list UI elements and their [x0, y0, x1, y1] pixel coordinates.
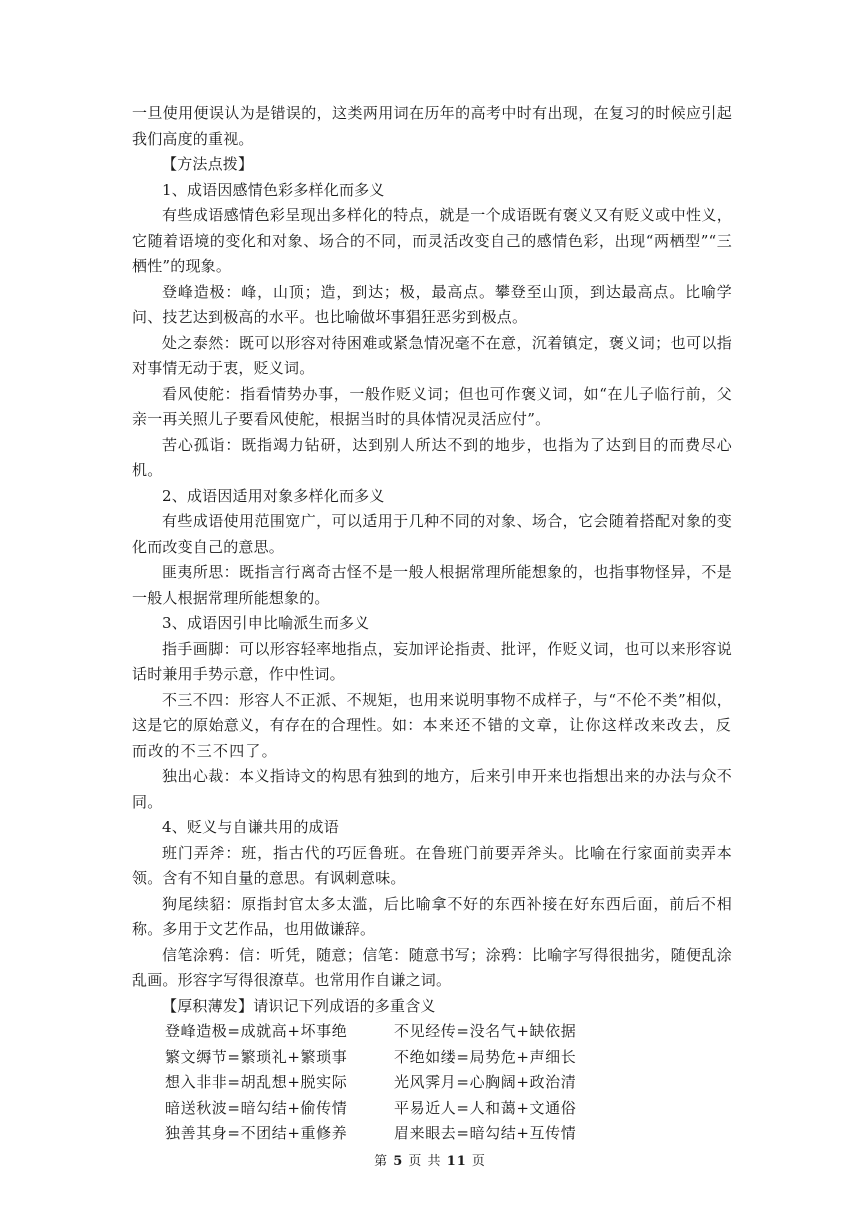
idiom-right: 光风霁月=心胸阔+政治清: [394, 1073, 577, 1091]
footer-middle: 页 共: [408, 1154, 442, 1169]
list-item: [132, 1096, 732, 1122]
bsbs-example: 本来还不错的文章，让你这样改来改去，反而改的不三不四了。: [132, 716, 732, 760]
subheading: 3、成语因引申比喻派生而多义: [162, 614, 370, 632]
paragraph: 独出心裁：本义指诗文的构思有独到的地方，后来引申开来也指想出来的办法与众不同。: [132, 767, 732, 811]
paragraph: 有些成语使用范围宽广，可以适用于几种不同的对象、场合，它会随着搭配对象的变化而改变自己的意思。: [132, 512, 732, 556]
idiom-left: 独善其身=不团结+重修养: [165, 1124, 348, 1142]
paragraph: 班门弄斧：班，指古代的巧匠鲁班。在鲁班门前要弄斧头。比喻在行家面前卖弄本领。含有不知自量的意思。有讽刺意味。: [132, 843, 732, 887]
subheading: 1、成语因感情色彩多样化而多义: [162, 180, 385, 199]
section-heading-method: 【方法点拨】: [162, 155, 254, 173]
list-item: [132, 1045, 732, 1071]
idiom-left: 暗送秋波=暗勾结+偷传情: [165, 1098, 348, 1117]
paragraph: 处之泰然：既可以形容对待困难或紧急情况毫不在意，沉着镇定，褒义词；也可以指对事情无动于衷，贬义词。: [132, 333, 732, 377]
paragraph: 匪夷所思：既指言行离奇古怪不是一般人根据常理所能想象的，也指事物怪异，不是一般人根据常理所能想象的。: [132, 563, 732, 607]
paragraph: 一旦使用便误认为是错误的，这类两用词在历年的高考中时有出现，在复习的时候应引起我们高度的重视。: [132, 104, 732, 148]
paragraph: 指手画脚：可以形容轻率地指点，妄加评论指责、批评，作贬义词，也可以来形容说话时兼用手势示意，作中性词。: [132, 639, 732, 683]
footer-prefix: 第: [374, 1154, 389, 1169]
paragraph: 狗尾续貂：原指封官太多太滥，后比喻拿不好的东西补接在好东西后面，前后不相称。多用于文艺作品，也用做谦辞。: [132, 894, 732, 938]
accumulate-text: 请识记下列成语的多重含义: [253, 996, 436, 1015]
footer-total-pages: 11: [446, 1154, 467, 1169]
bsbs-main: 不三不四：形容人不正派、不规矩，也用来说明事物不成样子，与“不伦不类”相似，这是它的原始意义，有存在的合理性。如：: [132, 690, 732, 734]
subheading: 4、贬义与自谦共用的成语: [162, 818, 339, 836]
idiom-right: 眉来眼去=暗勾结+互传情: [394, 1124, 577, 1142]
paragraph: 有些成语感情色彩呈现出多样化的特点，就是一个成语既有褒义又有贬义或中性义，它随着语境的变化和对象、场合的不同，而灵活改变自己的感情色彩，出现“两栖型”“三栖性”的现象。: [132, 206, 732, 275]
page-content: [132, 101, 732, 1147]
page-footer: [0, 1150, 860, 1169]
idiom-right: 不见经传=没名气+缺依据: [394, 1022, 577, 1040]
paragraph: 苦心孤诣：既指竭力钻研，达到别人所达不到的地步，也指为了达到目的而费尽心机。: [132, 435, 732, 479]
idiom-left: 登峰造极=成就高+坏事绝: [165, 1022, 348, 1040]
paragraph: 信笔涂鸦：信：听凭，随意；信笔：随意书写；涂鸦：比喻字写得很拙劣，随便乱涂乱画。形容字写得很潦草。也常用作自谦之词。: [132, 945, 732, 989]
accumulate-label: 【厚积薄发】: [162, 996, 254, 1015]
footer-suffix: 页: [471, 1154, 486, 1169]
footer-page-number: 5: [393, 1154, 404, 1169]
idiom-right: 平易近人=人和蔼+文通俗: [394, 1098, 577, 1117]
paragraph: 看风使舵：指看情势办事，一般作贬义词；但也可作褒义词，如“在儿子临行前，父亲一再关照儿子要看风使舵，根据当时的具体情况灵活应付”。: [132, 384, 732, 428]
idiom-pairs-list: [132, 1019, 732, 1147]
paragraph: 登峰造极：峰，山顶；造，到达；极，最高点。攀登至山顶，到达最高点。比喻学问、技艺达到极高的水平。也比喻做坏事猖狂恶劣到极点。: [132, 282, 732, 326]
subheading: 2、成语因适用对象多样化而多义: [162, 486, 385, 505]
idiom-left: 想入非非=胡乱想+脱实际: [165, 1073, 348, 1091]
accumulate-heading: [132, 994, 732, 1020]
list-item: [132, 1019, 732, 1045]
list-item: [132, 1121, 732, 1147]
idiom-right: 不绝如缕=局势危+声细长: [394, 1047, 577, 1066]
list-item: [132, 1070, 732, 1096]
paragraph-bsbs: [132, 688, 732, 765]
idiom-left: 繁文缛节=繁琐礼+繁琐事: [165, 1047, 348, 1066]
